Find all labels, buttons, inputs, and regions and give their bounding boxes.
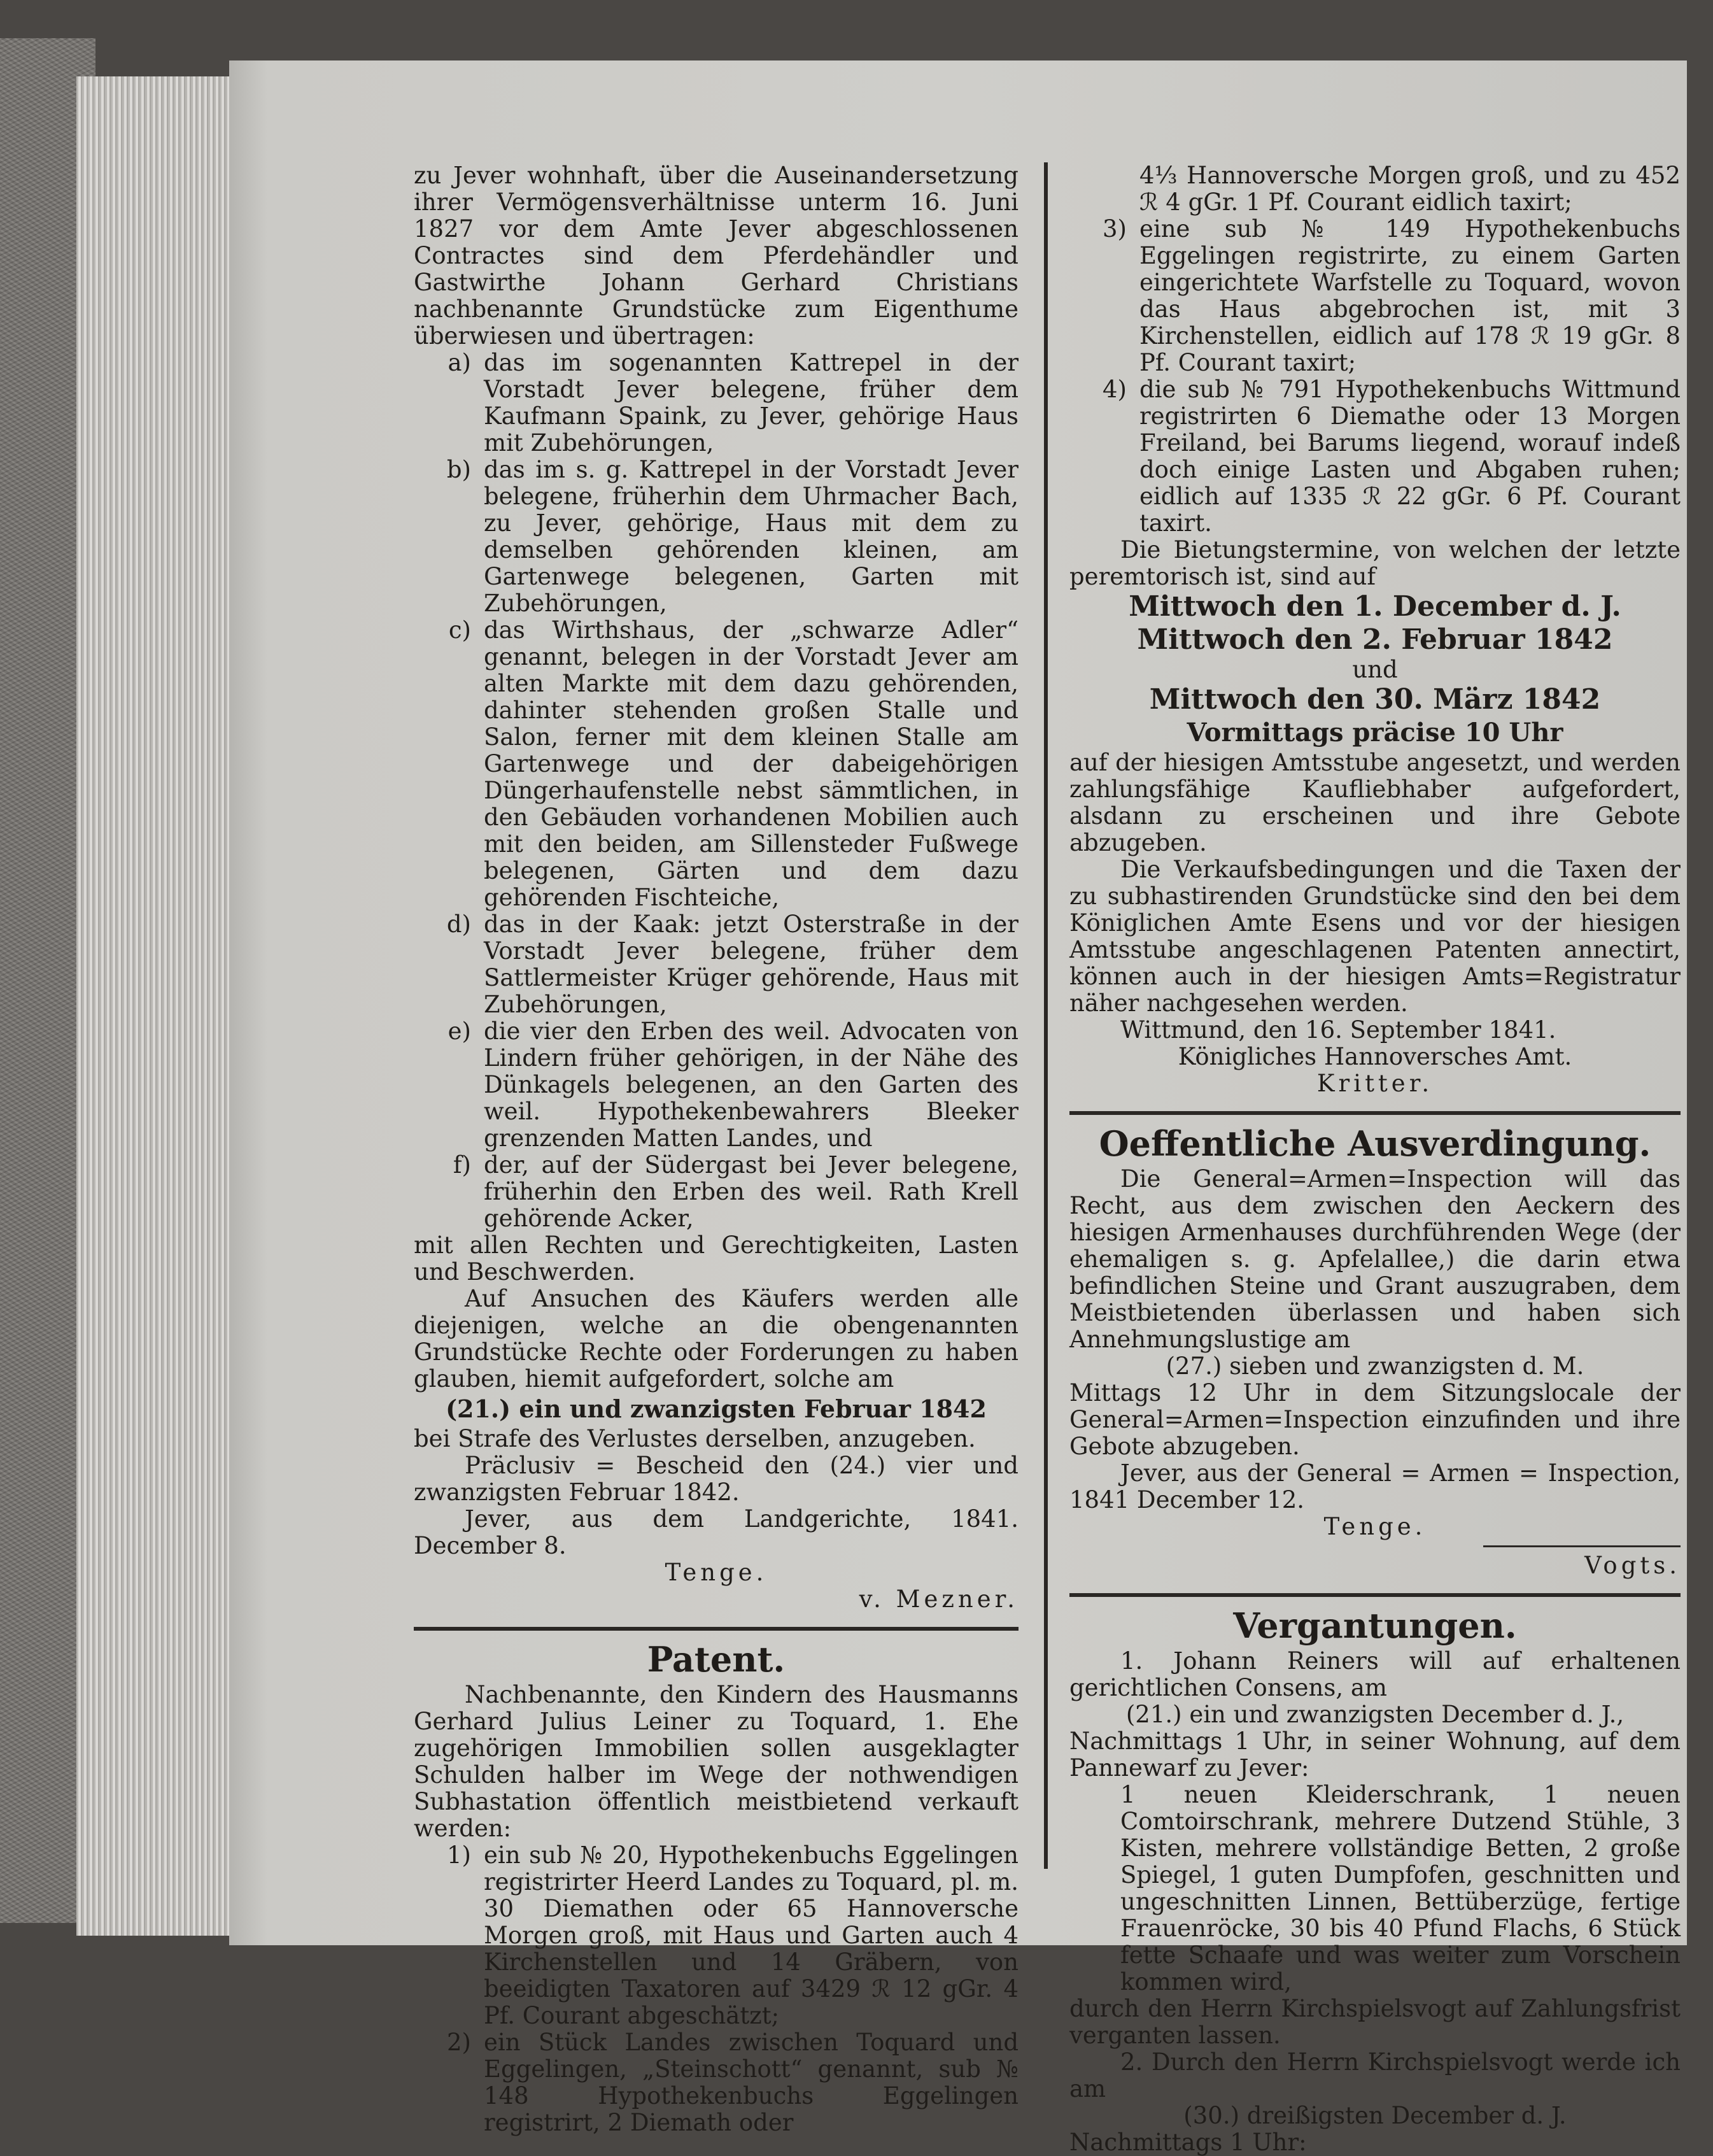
ausverdingung-time: Mittags 12 Uhr in dem Sitzungslocale der General=Armen=Inspection einzufinden und ihre Gebote abzugeben. [1069,1379,1681,1460]
list-item [414,457,1019,617]
item-key: 3) [1103,215,1127,243]
vergantung-one-items: 1 neuen Kleiderschrank, 1 neuen Comtoirschrank, mehrere Dutzend Stühle, 3 Kisten, mehrere vollständige Betten, 2 große Spiegel, 1 guten Dumpfofen, geschnitten und ungeschnitten Linnen, Bettüberzüge, fertige Frauenröcke, 30 bis 40 Pfund Flachs, 6 Stück fette Schaafe und was weiter zum Vorschein kommen wird, [1120,1781,1681,1996]
penalty-text: bei Strafe des Verlustes derselben, anzugeben. [414,1425,976,1452]
list-item [414,1152,1019,1232]
signature-tenge: Tenge. [1323,1513,1427,1540]
intro-text: zu Jever wohnhaft, über die Auseinandersetzung ihrer Vermögensverhältnisse unterm 16. Juni 1827 vor dem Amte Jever abgeschlossenen Contractes sind dem Pferdehändler und Gastwirthe Johann Gerhard Christians nachbenannte Grundstücke zum Eigenthume überwiesen und übertragen: [414,162,1019,350]
signature-kritter: Kritter. [1316,1070,1434,1097]
list-item [414,1018,1019,1152]
item-text: der, auf der Südergast bei Jever belegene, früherhin den Erben des weil. Rath Krell gehörende Acker, [484,1151,1019,1232]
preclusion-text: Präclusiv = Bescheid den (24.) vier und zwanzigsten Februar 1842. [414,1452,1019,1506]
item-text: das im s. g. Kattrepel in der Vorstadt Jever belegene, früherhin dem Uhrmacher Bach, zu Jever, gehörige, Haus mit dem zu demselben gehörenden kleinen, am Gartenwege belegenen, Garten mit Zubehörungen, [484,456,1019,617]
property-list [414,350,1019,1232]
right-column [1069,162,1681,2156]
list-item [414,911,1019,1018]
page-edges [76,76,236,1936]
list-item [414,1842,1019,2029]
ausverdingung-date: (27.) sieben und zwanzigsten d. M. [1166,1352,1584,1380]
conditions-text: Die Verkaufsbedingungen und die Taxen der zu subhastirenden Grundstücke sind den bei dem Königlichen Amte Esens und vor der hiesigen Amtsstube angeschlagenen Patenten annectirt, können auch in der hiesigen Amts=Registratur näher nachgesehen werden. [1069,856,1681,1017]
item-text: eine sub № 149 Hypothekenbuchs Eggelingen registrirte, zu einem Garten eingerichtete Warfstelle zu Toquard, wovon das Haus abgebrochen ist, mit 3 Kirchenstellen, eidlich auf 178 ℛ 19 gGr. 8 Pf. Courant taxirt; [1139,215,1681,376]
list-item [1069,376,1681,537]
authority-text: Königliches Hannoversches Amt. [1178,1043,1572,1070]
vergantung-one: 1. Johann Reiners will auf erhaltenen gerichtlichen Consens, am [1069,1647,1681,1701]
term-one: Mittwoch den 1. December d. J. [1129,590,1621,623]
item-text: die sub № 791 Hypothekenbuchs Wittmund registrirten 6 Diemathe oder 13 Morgen Freiland, bei Barums liegend, worauf indeß doch einige Lasten und Abgaben ruhen; eidlich auf 1335 ℛ 22 gGr. 6 Pf. Courant taxirt. [1139,376,1681,537]
list-item [414,350,1019,457]
section-rule [1069,1593,1681,1597]
rights-text: mit allen Rechten und Gerechtigkeiten, Lasten und Beschwerden. [414,1231,1019,1286]
continued-text: 4⅓ Hannoversche Morgen groß, und zu 452 ℛ 4 gGr. 1 Pf. Courant eidlich taxirt; [1139,162,1681,216]
item-key: 2) [447,2029,471,2056]
terms-intro: Die Bietungstermine, von welchen der letzte peremtorisch ist, sind auf [1069,536,1681,590]
vergantung-two-date: (30.) dreißigsten December d. J. [1183,2102,1567,2129]
section-rule [414,1627,1019,1631]
item-key: c) [448,616,471,644]
item-key: f) [453,1151,471,1179]
signature-vogts: Vogts. [1584,1552,1681,1579]
vergantung-one-time: Nachmittags 1 Uhr, in seiner Wohnung, auf dem Pannewarf zu Jever: [1069,1727,1681,1782]
signature-rule [1483,1545,1681,1547]
term-und: und [1352,656,1398,683]
item-key: d) [446,911,471,938]
vergantung-two-time: Nachmittags 1 Uhr: [1069,2129,1307,2156]
patent-intro: Nachbenannte, den Kindern des Hausmanns Gerhard Julius Leiner zu Toquard, 1. Ehe zugehörigen Immobilien sollen ausgeklagter Schulden halber im Wege der nothwendigen Subhastation öffentlich meistbietend verkauft werden: [414,1681,1019,1842]
summons-text: Auf Ansuchen des Käufers werden alle diejenigen, welche an die obengenannten Grundstücke Rechte oder Forderungen zu haben glauben, hiemit aufgefordert, solche am [414,1285,1019,1393]
vergantung-two: 2. Durch den Herrn Kirchspielsvogt werde ich am [1069,2048,1681,2103]
item-key: 1) [447,1841,471,1869]
term-two: Mittwoch den 2. Februar 1842 [1137,623,1613,656]
item-key: b) [446,456,471,483]
section-rule [1069,1111,1681,1115]
vergantungen-heading: Vergantungen. [1233,1605,1517,1646]
place-date: Wittmund, den 16. September 1841. [1120,1016,1556,1044]
item-key: 4) [1103,376,1127,403]
item-text: das im sogenannten Kattrepel in der Vorstadt Jever belegene, früher dem Kaufmann Spaink, zu Jever, gehörige Haus mit Zubehörungen, [484,349,1019,457]
term-time: Vormittags präcise 10 Uhr [1187,718,1563,748]
vergantung-one-end: durch den Herrn Kirchspielsvogt auf Zahlungsfrist verganten lassen. [1069,1995,1681,2049]
left-column [414,162,1019,2136]
place-date: Jever, aus dem Landgerichte, 1841. December 8. [414,1505,1019,1559]
signature-mezner: v. Mezner. [859,1585,1019,1613]
patent-heading: Patent. [647,1639,786,1680]
list-item [414,617,1019,911]
deadline-date: (21.) ein und zwanzigsten Februar 1842 [446,1394,987,1423]
item-text: ein sub № 20, Hypothekenbuchs Eggelingen registrirter Heerd Landes zu Toquard, pl. m. 30 Diemathen oder 65 Hannoversche Morgen groß, mit Haus und Garten auch 4 Kirchenstellen und 14 Gräbern, von beeidigten Taxatoren auf 3429 ℛ 12 gGr. 4 Pf. Courant abgeschätzt; [484,1841,1019,2029]
item-text: das in der Kaak: jetzt Osterstraße in der Vorstadt Jever belegene, früher dem Sattlermeister Krüger gehörende, Haus mit Zubehörungen, [484,911,1019,1018]
item-key: a) [448,349,471,376]
item-key: e) [448,1018,471,1045]
vergantung-one-date: (21.) ein und zwanzigsten December d. J., [1125,1701,1625,1728]
list-item [1069,216,1681,376]
terms-body: auf der hiesigen Amtsstube angesetzt, und werden zahlungsfähige Kaufliebhaber aufgefordert, alsdann zu erscheinen und ihre Gebote abzugeben. [1069,749,1681,856]
ausverdingung-place: Jever, aus der General = Armen = Inspection, 1841 December 12. [1069,1459,1681,1514]
ausverdingung-body: Die General=Armen=Inspection will das Recht, aus dem zwischen den Aeckern des hiesigen Armenhauses durchführenden Wege (der ehemaligen s. g. Apfelallee,) die darin etwa befindlichen Steine und Grant auszugraben, dem Meistbietenden überlassen und haben sich Annehmungslustige am [1069,1165,1681,1353]
ausverdingung-heading: Oeffentliche Ausverdingung. [1099,1123,1651,1164]
item-text: ein Stück Landes zwischen Toquard und Eggelingen, „Steinschott“ genannt, sub № 148 Hypothekenbuchs Eggelingen registrirt, 2 Diemath oder [484,2029,1019,2136]
list-item [414,2029,1019,2136]
item-text: die vier den Erben des weil. Advocaten von Lindern früher gehörigen, in der Nähe des Dünkagels belegenen, an den Garten des weil. Hypothekenbewahrers Bleeker grenzenden Matten Landes, und [484,1018,1019,1152]
column-divider [1044,162,1048,1869]
signature-tenge: Tenge. [665,1559,768,1586]
term-three: Mittwoch den 30. März 1842 [1149,683,1601,716]
item-text: das Wirthshaus, der „schwarze Adler“ genannt, belegen in der Vorstadt Jever am alten Markte mit dem dazu gehörenden, dahinter stehenden großen Stalle und Salon, ferner mit dem kleinen Stalle am Gartenwege und der dabeigehörigen Düngerhaufenstelle nebst sämmtlichen, in den Gebäuden vorhandenen Mobilien auch mit den beiden, am Sillensteder Fußwege belegenen, Gärten und dem dazu gehörenden Fischteiche, [484,616,1019,911]
